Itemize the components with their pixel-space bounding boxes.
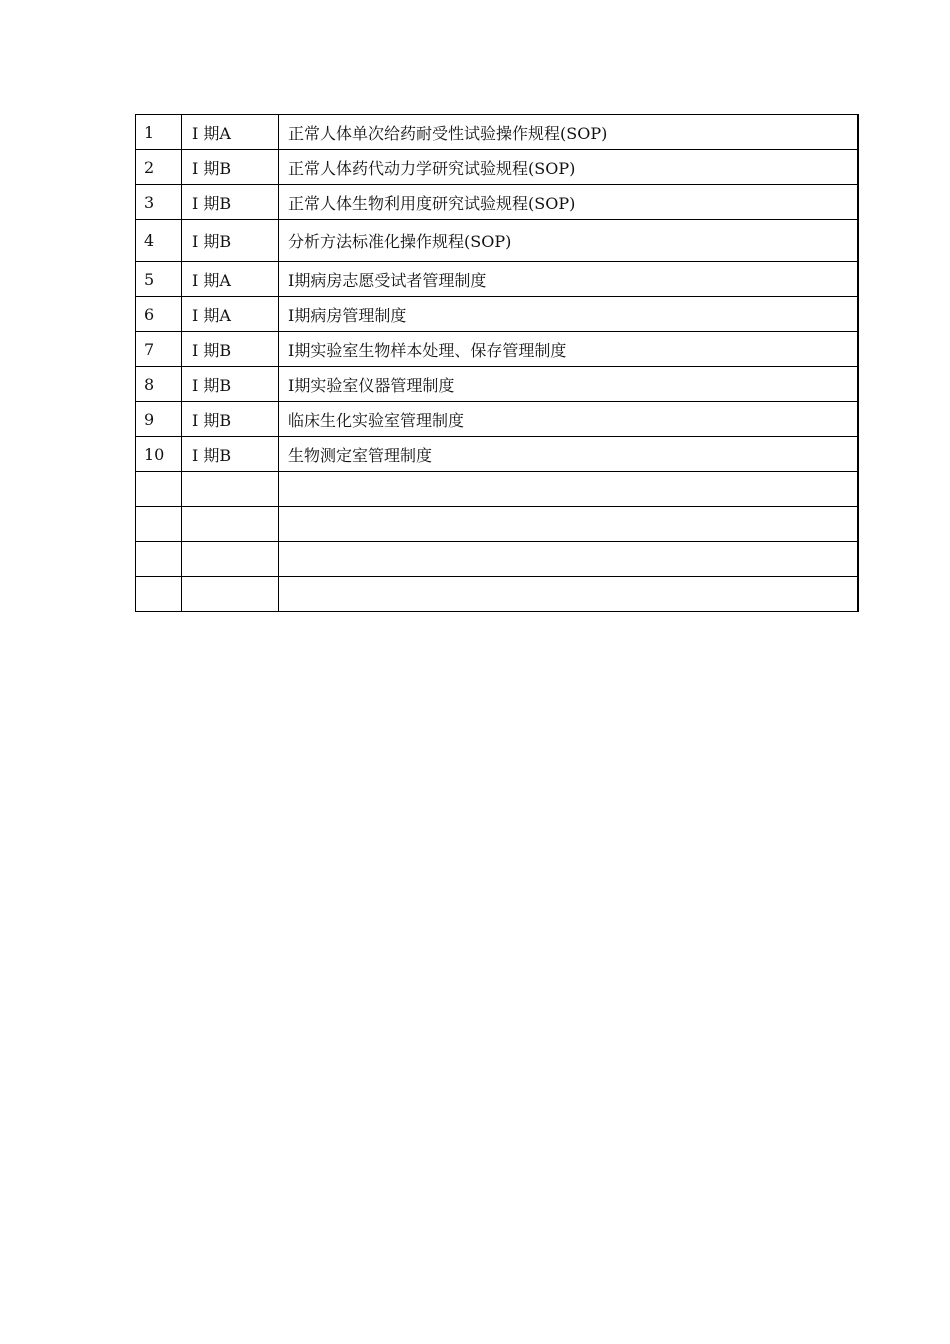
row-title: I期病房管理制度 [279,297,859,332]
row-category: I 期A [182,115,279,150]
row-title: 正常人体生物利用度研究试验规程(SOP) [279,185,859,220]
row-title [279,472,859,507]
row-number: 5 [136,262,182,297]
row-number: 10 [136,437,182,472]
table-row [136,402,859,437]
row-number: 9 [136,402,182,437]
row-number [136,577,182,612]
row-number [136,472,182,507]
row-category: I 期B [182,437,279,472]
table-row-empty [136,542,859,577]
row-category: I 期B [182,367,279,402]
row-category [182,577,279,612]
table-row [136,185,859,220]
row-number: 6 [136,297,182,332]
row-title: 临床生化实验室管理制度 [279,402,859,437]
table-row [136,262,859,297]
table-row [136,115,859,150]
table-row-empty [136,577,859,612]
table-row-empty [136,472,859,507]
row-title [279,577,859,612]
row-number: 7 [136,332,182,367]
row-title: 分析方法标准化操作规程(SOP) [279,220,859,262]
row-title: 正常人体药代动力学研究试验规程(SOP) [279,150,859,185]
row-number: 8 [136,367,182,402]
row-category [182,542,279,577]
row-title: I期病房志愿受试者管理制度 [279,262,859,297]
row-category: I 期B [182,185,279,220]
row-title [279,507,859,542]
row-category: I 期B [182,402,279,437]
row-category [182,472,279,507]
row-category: I 期A [182,262,279,297]
row-title [279,542,859,577]
sop-list-table [135,114,859,612]
row-category: I 期B [182,150,279,185]
row-category [182,507,279,542]
row-title: I期实验室生物样本处理、保存管理制度 [279,332,859,367]
row-title: I期实验室仪器管理制度 [279,367,859,402]
row-category: I 期A [182,297,279,332]
table-row [136,332,859,367]
row-number: 2 [136,150,182,185]
row-number: 3 [136,185,182,220]
table-row [136,220,859,262]
row-number [136,542,182,577]
table-row [136,437,859,472]
row-number: 1 [136,115,182,150]
row-title: 生物测定室管理制度 [279,437,859,472]
table-row [136,297,859,332]
table-row [136,150,859,185]
row-title: 正常人体单次给药耐受性试验操作规程(SOP) [279,115,859,150]
row-category: I 期B [182,332,279,367]
row-category: I 期B [182,220,279,262]
table-row [136,367,859,402]
table-row-empty [136,507,859,542]
row-number [136,507,182,542]
row-number: 4 [136,220,182,262]
